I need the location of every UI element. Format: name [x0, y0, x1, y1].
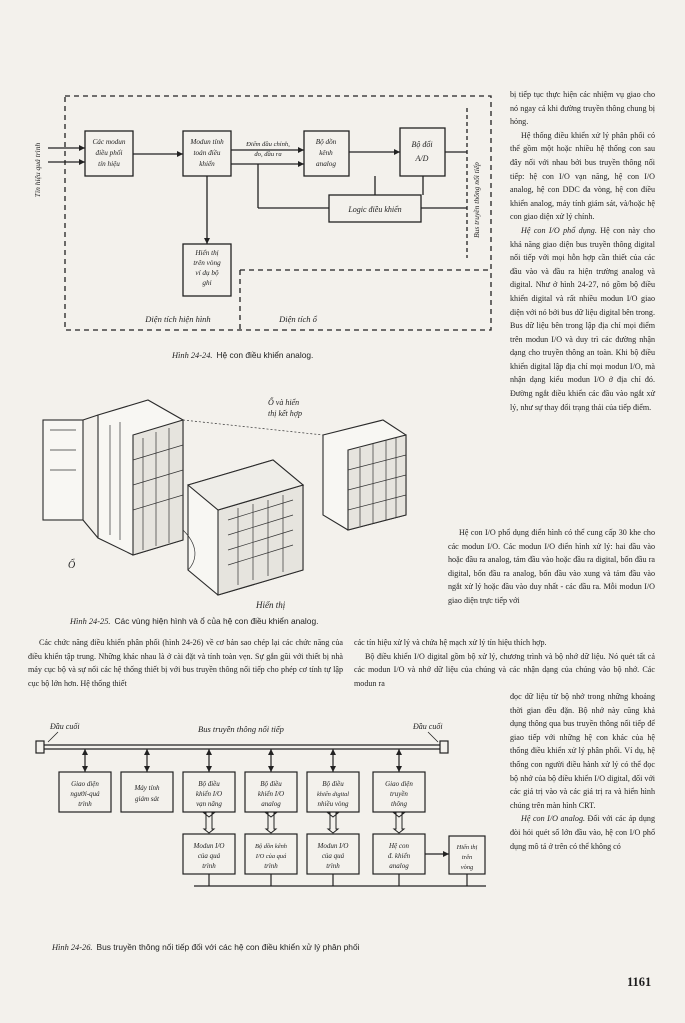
- right-bottom-text: [510, 690, 655, 853]
- bus-label: Bus truyền thông nối tiếp: [198, 724, 284, 734]
- box-loopdisp-line3: vòng: [460, 864, 474, 871]
- box-universal-io-line3: vạn năng: [196, 800, 222, 808]
- box-muxio-line2: I/O của quá: [255, 853, 287, 860]
- label-combined-line1: Ổ và hiển: [268, 398, 300, 407]
- paragraph: đọc dữ liệu từ bộ nhớ trong những khoảng thời gian đều đặn. Bộ nhớ này cũng khả dụng thông qua bus truyền thông nối tiếp để giao tiếp với những hệ con khác của hệ thống điều khiển xử lý phân phối. Ví dụ, hệ thống con người điều hành xử lý có thể đọc bộ nhớ của bộ điều khiển I/O digital, đối với các giá trị vào và các giá trị ra và hiển hình chúng trên màn hình CRT.: [510, 692, 655, 810]
- box-muxio-line3: trình: [264, 862, 278, 870]
- area-field-label: Diện tích hiện hình: [145, 314, 211, 324]
- figure-24-25-caption: [70, 616, 318, 626]
- box-io1-line3: trình: [202, 862, 216, 870]
- box-comm-line3: thông: [391, 800, 407, 808]
- box-supervisor-line2: giám sát: [135, 795, 159, 803]
- end-right-label: Đầu cuối: [413, 722, 443, 731]
- box-adc: [400, 128, 445, 176]
- box-analogsub-line1: Hệ con: [388, 842, 410, 850]
- bus-label-vertical: Bus truyền thông nối tiếp: [472, 162, 481, 238]
- input-signal-label: Tín hiệu quá trình: [33, 142, 42, 198]
- right-column-text: [510, 88, 655, 414]
- area-panel-label: Diện tích ổ: [279, 314, 317, 324]
- label-combined-line2: thị kết hợp: [268, 409, 303, 418]
- box-loopdisp-line2: trên: [461, 854, 473, 861]
- box-compute-line1: Modun tính: [190, 138, 224, 146]
- box-multiloop-line3: nhiều vòng: [317, 800, 349, 808]
- box-comm-line1: Giao diện: [385, 780, 413, 788]
- adjust-label-line2: đo, đầu ra: [254, 151, 282, 158]
- paragraph: [510, 812, 655, 853]
- box-comm-line2: truyền: [390, 790, 408, 798]
- box-analogsub-line2: đ. khiển: [387, 852, 411, 860]
- caption-label: Hình 24-26.: [52, 943, 93, 952]
- adjust-label-line1: Điểm đầu chỉnh,: [246, 141, 290, 148]
- box-signal-modules-line3: tín hiệu: [98, 160, 120, 168]
- end-left-label: Đầu cuối: [50, 722, 80, 731]
- box-compute-line2: toán điều: [193, 149, 221, 157]
- box-supervisor-line1: Máy tính: [134, 784, 160, 792]
- paragraph: Các chức năng điều khiển phân phối (hình 24-26) về cơ bản sao chép lại các chức năng của điều khiển tập trung. Những khác nhau là ở cài đặt và tính toàn vẹn. Sự gắn gũi với thiết bị nhà máy cục bộ và sự nối các hệ thống thiết bị với bus truyền thông nối tiếp cho phép cơ tính tự lập cục bộ lớn hơn. Hệ thống thiết: [28, 638, 343, 688]
- box-io1-line2: của quá: [197, 852, 221, 860]
- label-cabinet: Ổ: [68, 560, 76, 571]
- box-signal-modules-line1: Các modun: [92, 138, 126, 146]
- box-analog-io-line3: analog: [261, 800, 281, 808]
- box-signal-modules-line2: điều phối: [95, 149, 123, 157]
- box-loopdisp-line1: Hiển thị: [456, 844, 478, 851]
- box-adc-line2: A/D: [415, 154, 429, 163]
- paragraph: bị tiếp tục thực hiện các nhiệm vụ giao cho nó ngay cả khi đường truyền thông chung bị hỏng.: [510, 90, 655, 127]
- box-io2-line1: Modun I/O: [317, 842, 349, 850]
- box-display-line1: Hiển thị: [195, 249, 219, 257]
- box-supervisor: [121, 772, 173, 812]
- box-mux-line2: kênh: [319, 149, 333, 157]
- box-display-line4: ghi: [202, 279, 212, 287]
- box-analog-io-line2: khiển I/O: [257, 790, 285, 798]
- label-display: Hiển thị: [256, 600, 286, 610]
- caption-text: Các vùng hiện hình và ổ của hệ con điều khiển analog.: [114, 616, 319, 626]
- caption-label: Hình 24-24.: [172, 351, 213, 360]
- box-mux-line3: analog: [316, 160, 336, 168]
- box-display-line3: ví dụ bộ: [195, 269, 219, 277]
- box-multiloop-line2: khiển digital: [316, 791, 350, 798]
- left-body-text: [28, 636, 343, 690]
- caption-text: Bus truyền thông nối tiếp đối với các hệ con điều khiển xử lý phân phối: [96, 942, 360, 952]
- paragraph-body: Hệ con này cho khả năng giao diện bus truyền thông digital nối tiếp với mọi hỗn hợp cần thiết của các đầu vào và đầu ra hiện trường analog và digital. Như ở hình 24-27, nó gồm bộ điều khiển digital và rất nhiều modun I/O giao diện với nó bởi bus dữ liệu digital bên trong. Bus dữ liệu bên trong lập địa chỉ mọi điểm trên modun I/O và duy trì các đường nhận dạng cho truyền thông an toàn. Khi bộ điều khiển digital lập địa chỉ mọi modun I/O, mà nhận dạng kiểu modun I/O ở địa chỉ đó. Đường ngắt điều khiển các đầu vào ngắt xử lý, như sự thay đổi trạng thái của tiếp điểm.: [510, 225, 656, 412]
- caption-text: Hệ con điều khiển analog.: [216, 350, 314, 360]
- box-hmi-line2: người-quá: [70, 790, 100, 798]
- page-number: 1161: [627, 975, 652, 989]
- box-analogsub-line3: analog: [389, 862, 409, 870]
- box-hmi-line3: trình: [78, 800, 92, 808]
- box-display-line2: trên vòng: [193, 259, 221, 267]
- box-multiloop-line1: Bộ điều: [322, 780, 344, 788]
- caption-label: Hình 24-25.: [70, 617, 111, 626]
- paragraph: Hệ thống điều khiển xử lý phân phối có thể gồm một hoặc nhiều hệ thống con sau đây nối với nhau bởi bus truyền thông nối tiếp: hệ con I/O vạn năng, hệ con I/O analog, hệ con DDC đa vòng, hệ con điều khiển analog, máy tính giám sát, và/hoặc hệ con giao diện xử lý chính.: [510, 130, 655, 222]
- bus-terminal-left: [36, 741, 44, 753]
- box-analog-io-line1: Bộ điều: [260, 780, 282, 788]
- paragraph: các tín hiệu xử lý và chứa hệ mạch xử lý tín hiệu thích hợp.: [354, 638, 547, 647]
- paragraph: Hệ con I/O phổ dụng điển hình có thể cung cấp 30 khe cho các modun I/O. Các modun I/O điển hình xử lý: hai đầu vào hoặc đầu ra analog, tám đầu vào hoặc đầu ra digital, bốn đầu ra digital, bốn đầu ra analog, bốn đầu vào xung và tám đầu vào ngắt xử lý hoặc đầu vào duy nhất - các đầu ra. Mỗi modun I/O giao diện trực tiếp với: [448, 528, 655, 605]
- box-io2-line2: của quá: [321, 852, 345, 860]
- figure-24-26: [28, 716, 498, 936]
- bus-terminal-right: [440, 741, 448, 753]
- box-universal-io-line2: khiển I/O: [195, 790, 223, 798]
- paragraph: Bộ điều khiển I/O digital gồm bộ xử lý, chương trình và bộ nhớ dữ liệu. Nó quét tất cả các modun I/O và nhớ dữ liệu của chúng và các nhận dạng của chúng vào bộ nhớ. Các modun ra: [354, 651, 655, 688]
- right-column-text-wide: [448, 526, 655, 608]
- box-adc-line1: Bộ đổi: [411, 140, 433, 149]
- box-io2-line3: trình: [326, 862, 340, 870]
- box-muxio-line1: Bộ dồn kênh: [255, 843, 287, 850]
- box-io1-line1: Modun I/O: [193, 842, 225, 850]
- term: Hệ con I/O analog.: [521, 814, 586, 824]
- box-universal-io-line1: Bộ điều: [198, 780, 220, 788]
- box-compute-line3: khiển: [199, 160, 215, 168]
- term: Hệ con I/O phổ dụng.: [521, 225, 597, 235]
- paragraph-body: Đối với các áp dụng đòi hỏi quét số lớn đầu vào, hệ con I/O phổ dụng mô tả ở trên có thể không có: [510, 814, 655, 851]
- figure-24-24-caption: [172, 350, 313, 360]
- box-hmi-line1: Giao diện: [71, 780, 99, 788]
- box-logic-label: Logic điều khiển: [348, 205, 402, 214]
- figure-24-26-caption: [52, 942, 502, 952]
- paragraph: [510, 224, 655, 414]
- figure-24-24: [28, 88, 503, 350]
- box-mux-line1: Bộ dồn: [315, 138, 337, 146]
- figure-24-25: [38, 380, 408, 612]
- middle-body-text: [354, 636, 655, 690]
